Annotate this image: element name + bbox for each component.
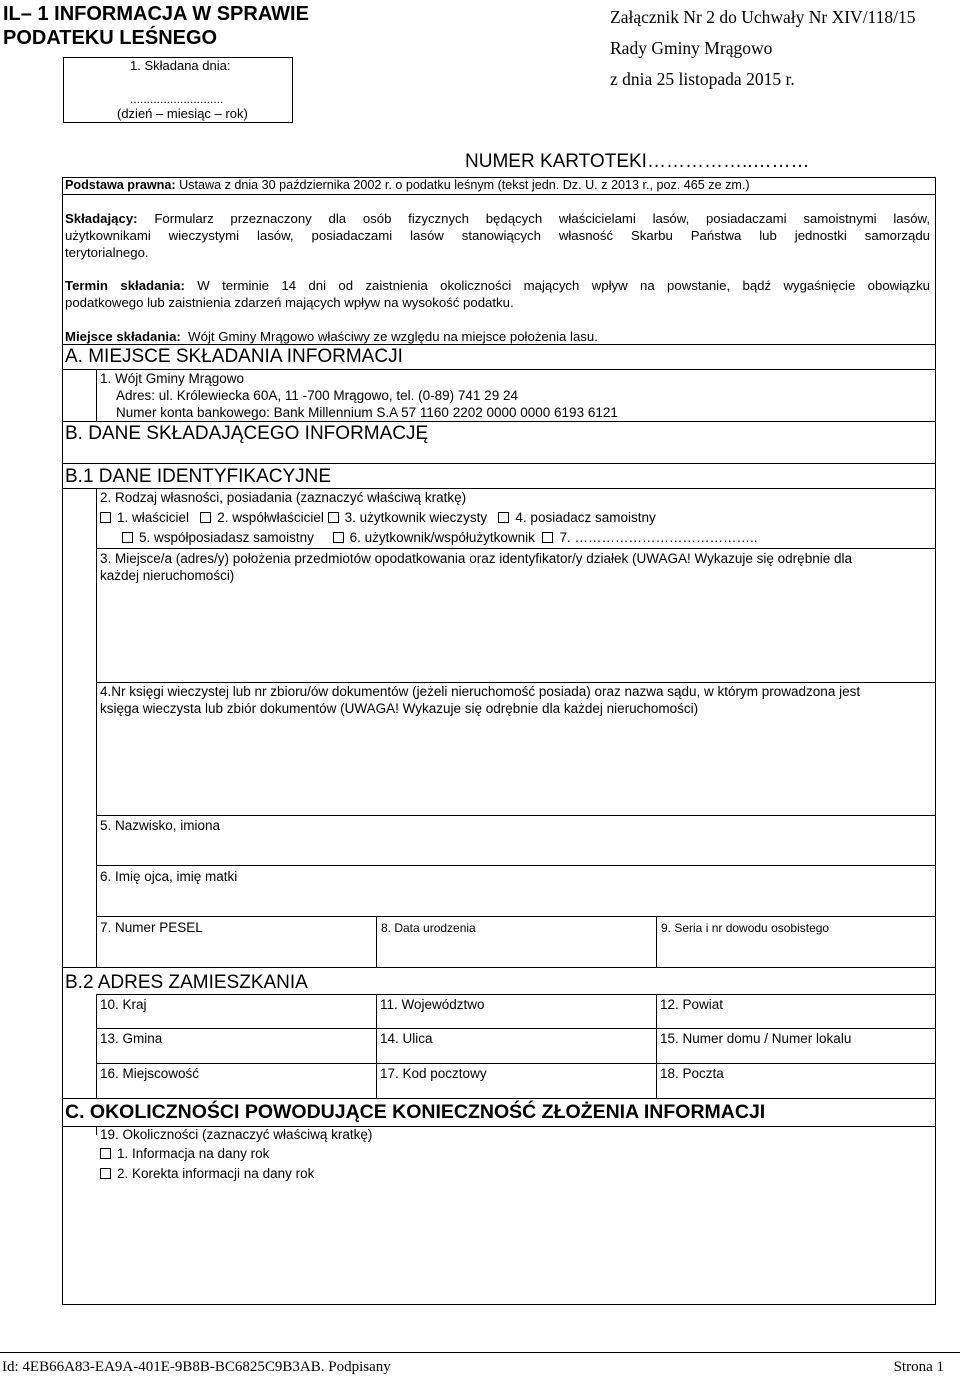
option-independent-holder[interactable]: 4. posiadacz samoistny xyxy=(498,510,655,525)
checkbox-icon[interactable] xyxy=(498,512,509,523)
legal-basis-text: Ustawa z dnia 30 października 2002 r. o podatku leśnym (tekst jedn. Dz. U. z 2013 r., poz. 465 ze zm.) xyxy=(179,178,750,192)
field-3-label: 3. Miejsce/a (adres/y) położenia przedmiotów opodatkowania oraz identyfikator/y działek (UWAGA! Wykazuje się odrębnie dla każdej nieruchomości) xyxy=(100,551,852,583)
divider-b-title xyxy=(62,463,936,464)
divider-field-9 xyxy=(62,967,936,968)
section-b1-title: B.1 DANE IDENTYFIKACYJNE xyxy=(65,466,332,487)
document-id: Id: 4EB66A83-EA9A-401E-9B8B-BC6825C9B3AB. Podpisany xyxy=(2,1359,391,1375)
submission-date-hint: (dzień – miesiąc – rok) xyxy=(117,106,248,121)
deadline-label: Termin składania: xyxy=(65,278,185,293)
divider-legal xyxy=(62,194,936,195)
divider-place xyxy=(62,344,936,345)
section-b2-indent xyxy=(96,994,97,1098)
legal-basis-label: Podstawa prawna: xyxy=(65,178,176,192)
field-17-postal-code[interactable]: 17. Kod pocztowy xyxy=(380,1066,487,1081)
checkbox-icon[interactable] xyxy=(328,512,339,523)
annex-line3: z dnia 25 listopada 2015 r. xyxy=(610,69,795,89)
field-4-input-area[interactable] xyxy=(97,718,935,814)
checkbox-icon[interactable] xyxy=(100,1168,111,1179)
divider-field-6 xyxy=(96,916,936,917)
field-3-input-area[interactable] xyxy=(97,585,935,681)
tax-office-bank-account: Numer konta bankowego: Bank Millennium S.A 57 1160 2202 0000 0000 6193 6121 xyxy=(116,405,618,420)
section-a-title: A. MIEJSCE SKŁADANIA INFORMACJI xyxy=(65,346,403,367)
field-10-country[interactable]: 10. Kraj xyxy=(100,997,147,1012)
address-col-divider-1 xyxy=(376,994,377,1098)
field-14-street[interactable]: 14. Ulica xyxy=(380,1031,433,1046)
field-9-id-document[interactable]: 9. Seria i nr dowodu osobistego xyxy=(661,921,830,935)
annex-line2: Rady Gminy Mrągowo xyxy=(610,38,773,58)
divider-field-4 xyxy=(96,815,936,816)
field-12-county[interactable]: 12. Powiat xyxy=(660,997,724,1012)
field-11-voivodeship[interactable]: 11. Województwo xyxy=(380,997,485,1012)
file-number: NUMER KARTOTEKI……………..……… xyxy=(465,151,810,172)
tax-office-name: 1. Wójt Gminy Mrągowo xyxy=(100,371,245,386)
form-title xyxy=(3,2,309,50)
section-c-title: C. OKOLICZNOŚCI POWODUJĄCE KONIECZNOŚĆ ZŁOŻENIA INFORMACJI xyxy=(65,1101,766,1123)
divider-b1-title xyxy=(62,488,936,489)
place-paragraph xyxy=(65,328,598,345)
annex-info xyxy=(610,2,916,95)
footer-divider xyxy=(0,1352,960,1353)
ownership-options-row1 xyxy=(100,510,656,525)
field-16-town[interactable]: 16. Miejscowość xyxy=(100,1066,200,1081)
checkbox-icon[interactable] xyxy=(122,532,133,543)
divider-7-8 xyxy=(376,916,377,967)
submitter-paragraph xyxy=(65,210,930,261)
field-4-label: 4.Nr księgi wieczystej lub nr zbioru/ów dokumentów (jeżeli nieruchomość posiada) oraz nazwa sądu, w którym prowadzona jest księga wieczysta lub zbiór dokumentów (UWAGA! Wykazuje się odrębnie dla każdej nieruchomości) xyxy=(100,684,861,716)
section-c-indent xyxy=(96,1126,97,1135)
address-col-divider-2 xyxy=(656,994,657,1098)
checkbox-icon[interactable] xyxy=(100,1148,111,1159)
submitter-line3: terytorialnego. xyxy=(65,245,149,260)
divider-b2-title xyxy=(96,994,936,995)
field-19-label: 19. Okoliczności (zaznaczyć właściwą kratkę) xyxy=(100,1127,373,1142)
checkbox-icon[interactable] xyxy=(333,532,344,543)
checkbox-icon[interactable] xyxy=(542,532,553,543)
circumstance-option-annual[interactable]: 1. Informacja na dany rok xyxy=(100,1146,269,1161)
circumstance-option-correction[interactable]: 2. Korekta informacji na dany rok xyxy=(100,1166,314,1181)
option-co-owner[interactable]: 2. współwłaściciel xyxy=(200,510,324,525)
section-a-indent xyxy=(96,369,97,422)
field-8-birthdate[interactable]: 8. Data urodzenia xyxy=(381,921,476,935)
page-number: Strona 1 xyxy=(893,1359,944,1375)
field-13-commune[interactable]: 13. Gmina xyxy=(100,1031,163,1046)
field-2-label: 2. Rodzaj własności, posiadania (zaznaczyć właściwą kratkę) xyxy=(100,490,467,505)
field-5-name[interactable]: 5. Nazwisko, imiona xyxy=(100,818,221,833)
divider-address-row2 xyxy=(96,1063,936,1064)
submission-date-box xyxy=(63,57,293,123)
deadline-paragraph xyxy=(65,277,930,311)
submission-date-dots[interactable]: ............................ xyxy=(130,92,224,106)
tax-office-address: Adres: ul. Królewiecka 60A, 11 -700 Mrągowo, tel. (0-89) 741 29 24 xyxy=(116,388,518,403)
submitter-label: Składający: xyxy=(65,211,138,226)
place-text: Wójt Gminy Mrągowo właściwy ze względu na miejsce położenia lasu. xyxy=(188,329,598,344)
deadline-line1: W terminie 14 dni od zaistnienia okoliczności mających wpływ na powstanie, bądź wygaśnięcie obowiązku xyxy=(197,278,930,293)
submitter-line2: użytkownikami wieczystymi lasów, posiadaczami lasów stanowiących własność Skarbu Państwa lub jednostki samorządu xyxy=(65,228,930,243)
checkbox-icon[interactable] xyxy=(100,512,111,523)
section-b2-title: B.2 ADRES ZAMIESZKANIA xyxy=(65,972,308,993)
divider-address-end xyxy=(62,1098,936,1099)
annex-line1: Załącznik Nr 2 do Uchwały Nr XIV/118/15 xyxy=(610,7,916,27)
option-co-holder[interactable]: 5. współposiadasz samoistny xyxy=(122,530,314,545)
divider-a-end xyxy=(62,421,936,422)
ownership-options-row2 xyxy=(122,530,757,545)
option-owner[interactable]: 1. właściciel xyxy=(100,510,189,525)
divider-8-9 xyxy=(656,916,657,967)
field-7-pesel[interactable]: 7. Numer PESEL xyxy=(100,920,203,935)
option-other[interactable]: 7. ………………………………….. xyxy=(542,530,757,545)
divider-address-row1 xyxy=(96,1028,936,1029)
form-title-line2: PODATEKU LEŚNEGO xyxy=(3,27,218,49)
deadline-line2: podatkowego lub zaistnienia zdarzeń mających wpływ na wysokość podatku. xyxy=(65,295,514,310)
legal-basis xyxy=(65,178,750,192)
field-15-house-number[interactable]: 15. Numer domu / Numer lokalu xyxy=(660,1031,852,1046)
divider-field-5 xyxy=(96,865,936,866)
section-b-title: B. DANE SKŁADAJĄCEGO INFORMACJĘ xyxy=(65,423,429,444)
submitter-line1: Formularz przeznaczony dla osób fizycznych będących właścicielami lasów, posiadaczami samoistnymi lasów, xyxy=(154,211,930,226)
option-perpetual-user[interactable]: 3. użytkownik wieczysty xyxy=(328,510,488,525)
section-a-body xyxy=(100,370,618,421)
divider-field-2 xyxy=(96,548,936,549)
field-6-parents[interactable]: 6. Imię ojca, imię matki xyxy=(100,869,238,884)
option-user-co-user[interactable]: 6. użytkownik/współużytkownik xyxy=(333,530,535,545)
field-18-post-office[interactable]: 18. Poczta xyxy=(660,1066,724,1081)
checkbox-icon[interactable] xyxy=(200,512,211,523)
place-label: Miejsce składania: xyxy=(65,329,181,344)
form-title-line1: IL– 1 INFORMACJA W SPRAWIE xyxy=(3,3,309,25)
submission-date-label: 1. Składana dnia: xyxy=(130,58,231,73)
